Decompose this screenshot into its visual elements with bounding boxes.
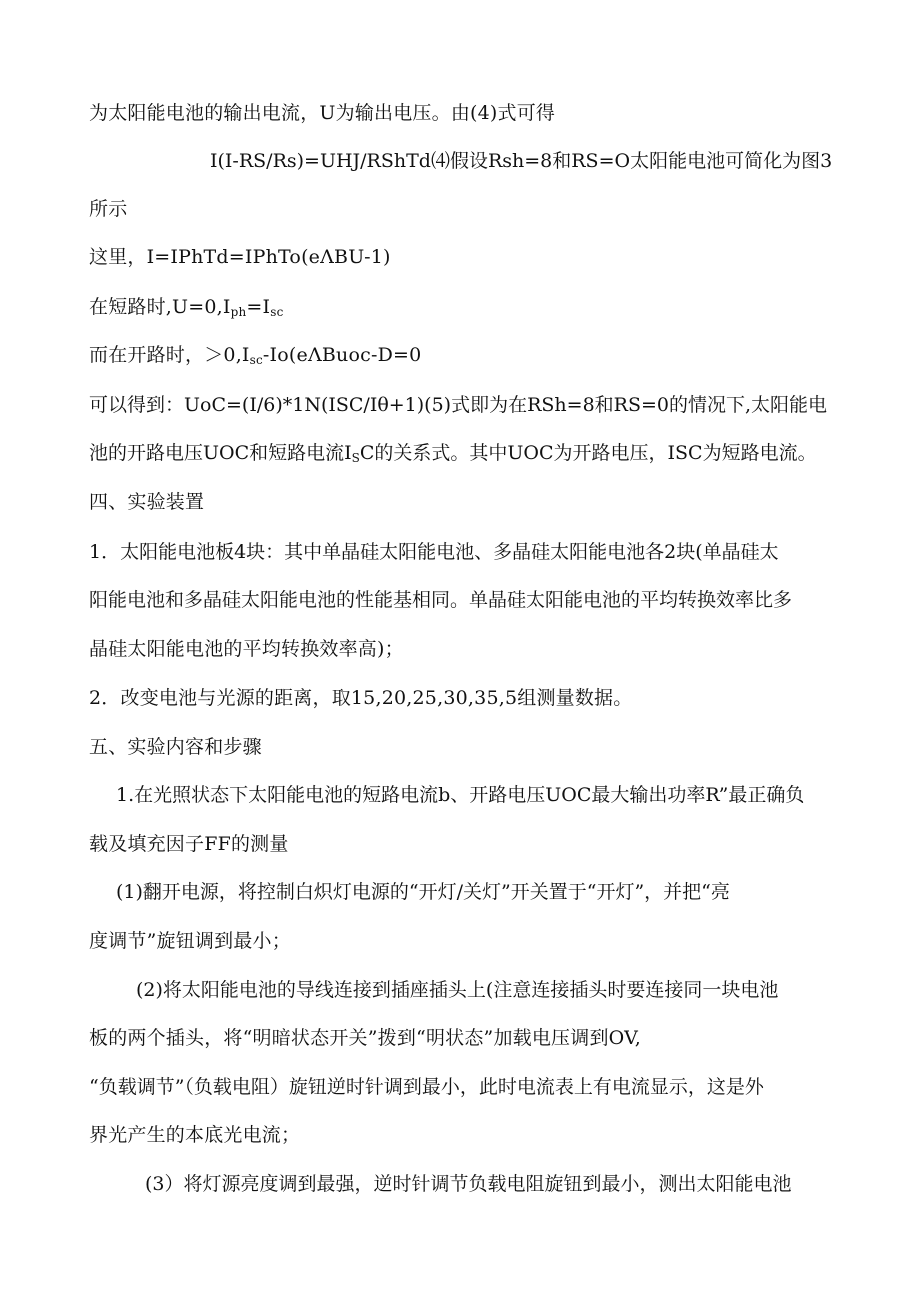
text-line-apparatus-2: 2．改变电池与光源的距离，取15,20,25,30,35,5组测量数据。 xyxy=(89,687,633,709)
section-heading-procedure: 五、实验内容和步骤 xyxy=(89,736,262,758)
subscript-s: S xyxy=(351,451,360,465)
short-circuit-text-a: 在短路时,U=0,I xyxy=(89,296,231,318)
text-line-apparatus-1c: 晶硅太阳能电池的平均转换效率高)； xyxy=(89,638,404,660)
open-circuit-text-a: 而在开路时，＞0,I xyxy=(89,344,250,366)
text-line-step-1a: 1.在光照状态下太阳能电池的短路电流b、开路电压UOC最大输出功率R”最正确负 xyxy=(116,784,805,806)
text-line-step-1-2a: (2)将太阳能电池的导线连接到插座插头上(注意连接插头时要连接同一块电池 xyxy=(136,979,779,1001)
relation-text-a: 池的开路电压UOC和短路电流I xyxy=(89,442,352,464)
text-line-step-1b: 载及填充因子FF的测量 xyxy=(89,833,289,855)
text-line-current-formula: 这里，I=IPhTd=IPhTo(eΛBU-1) xyxy=(89,246,391,268)
text-line-step-1-3a: (3）将灯源亮度调到最强，逆时针调节负载电阻旋钮到最小，测出太阳能电池 xyxy=(145,1173,792,1195)
text-line-figure-ref: 所示 xyxy=(89,198,128,220)
section-heading-apparatus: 四、实验装置 xyxy=(89,491,205,513)
text-line-equation-5: 可以得到：UoC=(I/6)*1N(ISC/Iθ+1)(5)式即为在RSh=8和RS=0的情况下,太阳能电 xyxy=(89,394,828,416)
text-line-step-1-1b: 度调节”旋钮调到最小； xyxy=(89,930,291,952)
relation-text-b: C的关系式。其中UOC为开路电压，ISC为短路电流。 xyxy=(359,442,817,464)
short-circuit-text-b: =I xyxy=(246,296,271,318)
text-line-apparatus-1a: 1．太阳能电池板4块：其中单晶硅太阳能电池、多晶硅太阳能电池各2块(单晶硅太 xyxy=(89,541,779,563)
text-line-step-1-1a: (1)翻开电源，将控制白炽灯电源的“开灯/关灯”开关置于“开灯”，并把“亮 xyxy=(116,881,730,903)
text-line-step-1-2b: 板的两个插头，将“明暗状态开关”拨到“明状态”加载电压调到OV, xyxy=(89,1027,641,1049)
text-line-step-1-2d: 界光产生的本底光电流； xyxy=(89,1124,301,1146)
subscript-sc: sc xyxy=(249,353,263,367)
text-line-short-circuit xyxy=(89,295,284,319)
text-line-equation-4: I(I-RS/Rs)=UHJ/RShTd⑷假设Rsh=8和RS=O太阳能电池可简化为图3 xyxy=(210,150,833,172)
subscript-sc: sc xyxy=(270,305,284,319)
text-line-open-circuit xyxy=(89,343,421,367)
open-circuit-text-b: -Io(eΛBuoc-D=0 xyxy=(262,344,422,366)
text-line-apparatus-1b: 阳能电池和多晶硅太阳能电池的性能基相同。单晶硅太阳能电池的平均转换效率比多 xyxy=(89,589,793,611)
text-line-step-1-2c: “负载调节”（负载电阻）旋钮逆时针调到最小，此时电流表上有电流显示，这是外 xyxy=(89,1076,764,1098)
subscript-ph: ph xyxy=(230,305,247,319)
text-line-voc-isc-relation xyxy=(89,441,817,465)
text-line-output-current: 为太阳能电池的输出电流，U为输出电压。由(4)式可得 xyxy=(89,102,556,124)
